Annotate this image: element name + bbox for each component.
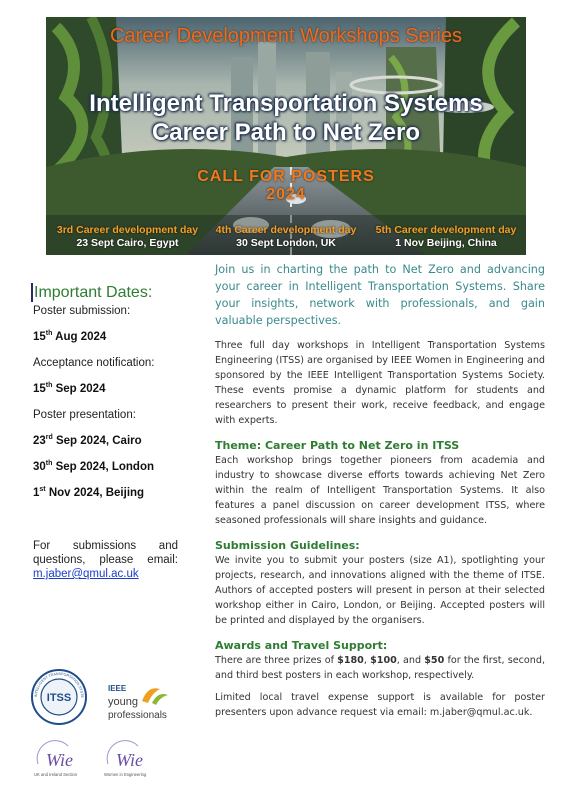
career-day-title: 4th Career development day [215, 224, 357, 236]
svg-text:INTELLIGENT TRANSPORTATION SYS: INTELLIGENT TRANSPORTATION SYSTE [33, 671, 85, 698]
wie-uk-ireland-logo [30, 738, 90, 778]
cfp-year: 2024 [266, 186, 306, 203]
awards-paragraph: There are three prizes of $180, $100, and $50 for the first, second, and third best posters in each workshop, respectively. [215, 655, 545, 681]
career-day-title: 5th Career development day [375, 224, 517, 236]
ieee-young-professionals-logo [108, 681, 180, 725]
career-day-date: 1 Nov Beijing, China [395, 237, 497, 249]
poster-submission-date: 15th Aug 2024 [33, 330, 107, 343]
contact-email-link[interactable]: m.jaber@qmul.ac.uk [33, 568, 139, 580]
contact-block [33, 539, 178, 581]
career-day-date: 30 Sept London, UK [236, 237, 336, 249]
overview-paragraph: Three full day workshops in Intelligent Transportation Systems Engineering (ITSS) are organised by IEEE Women in Engineering and sponsored by the IEEE Intelligent Transportation Systems Society. These events promise a dynamic platform for students and researchers to present their work, receive feedback, and engage with experts. [215, 340, 545, 426]
call-for-posters [46, 168, 526, 204]
svg-text:professionals: professionals [108, 710, 167, 721]
guidelines-heading: Submission Guidelines: [215, 539, 360, 552]
presentation-date-beijing: 1st Nov 2024, Beijing [33, 486, 145, 499]
presentation-date-london: 30th Sep 2024, London [33, 460, 155, 473]
svg-text:young: young [108, 696, 138, 708]
contact-line-2: questions, please email: [33, 554, 178, 566]
prize-first: $180 [337, 655, 364, 666]
itss-logo [30, 668, 88, 726]
prize-second: $100 [370, 655, 397, 666]
travel-paragraph: Limited local travel expense support is available for poster presenters upon advance request via email: m.jaber@qmul.ac.uk. [215, 692, 545, 718]
itss-logo-text: ITSS [46, 692, 72, 704]
title-line-1: Intelligent Transportation Systems [89, 90, 483, 117]
presentation-label: Poster presentation: [33, 409, 136, 421]
important-dates-heading: Important Dates: [31, 283, 178, 302]
career-day-date: 23 Sept Cairo, Egypt [76, 237, 179, 249]
svg-text:UK and Ireland Section: UK and Ireland Section [34, 772, 78, 777]
theme-paragraph: Each workshop brings together pioneers from academia and industry to showcase diverse efforts towards achieving Net Zero within the realm of Intelligent Transportation Systems. It also features a panel discussion on career development ITSS, where seasoned professionals will share insights and guidance. [215, 455, 545, 526]
title-line-2: Career Path to Net Zero [151, 119, 421, 146]
career-day-cairo [50, 224, 205, 250]
prize-third: $50 [424, 655, 445, 666]
presentation-date-cairo: 23rd Sep 2024, Cairo [33, 434, 142, 447]
poster-submission-label: Poster submission: [33, 305, 131, 317]
hero-banner [46, 17, 526, 255]
guidelines-paragraph: We invite you to submit your posters (size A1), spotlighting your projects, research, and innovations aligned with the theme of ITSE. Authors of accepted posters will present in person at their selected workshop either in Cairo, London, or Beijing. Accepted posters will be printed and displayed by the organisers. [215, 555, 545, 626]
series-title: Career Development Workshops Series [109, 25, 462, 47]
theme-heading: Theme: Career Path to Net Zero in ITSS [215, 439, 460, 452]
intro-paragraph: Join us in charting the path to Net Zero and advancing your career in Intelligent Transportation Systems. Share your insights, network with professionals, and gain valuable perspectives. [215, 263, 545, 327]
svg-text:Wie: Wie [46, 750, 73, 770]
career-day-title: 3rd Career development day [56, 224, 199, 236]
career-day-london [206, 224, 366, 250]
svg-text:Women in Engineering: Women in Engineering [104, 772, 147, 777]
main-content [215, 261, 545, 720]
svg-text:Wie: Wie [116, 750, 143, 770]
wie-affinity-logo [100, 738, 162, 778]
important-dates-panel [33, 283, 178, 580]
contact-line-1: For submissions and [33, 540, 178, 552]
svg-text:IEEE: IEEE [108, 684, 127, 693]
cfp-line-1: CALL FOR POSTERS [197, 168, 375, 185]
acceptance-date: 15th Sep 2024 [33, 382, 106, 395]
acceptance-label: Acceptance notification: [33, 357, 155, 369]
awards-heading: Awards and Travel Support: [215, 639, 388, 652]
main-title [46, 89, 526, 147]
career-day-beijing [368, 224, 524, 250]
